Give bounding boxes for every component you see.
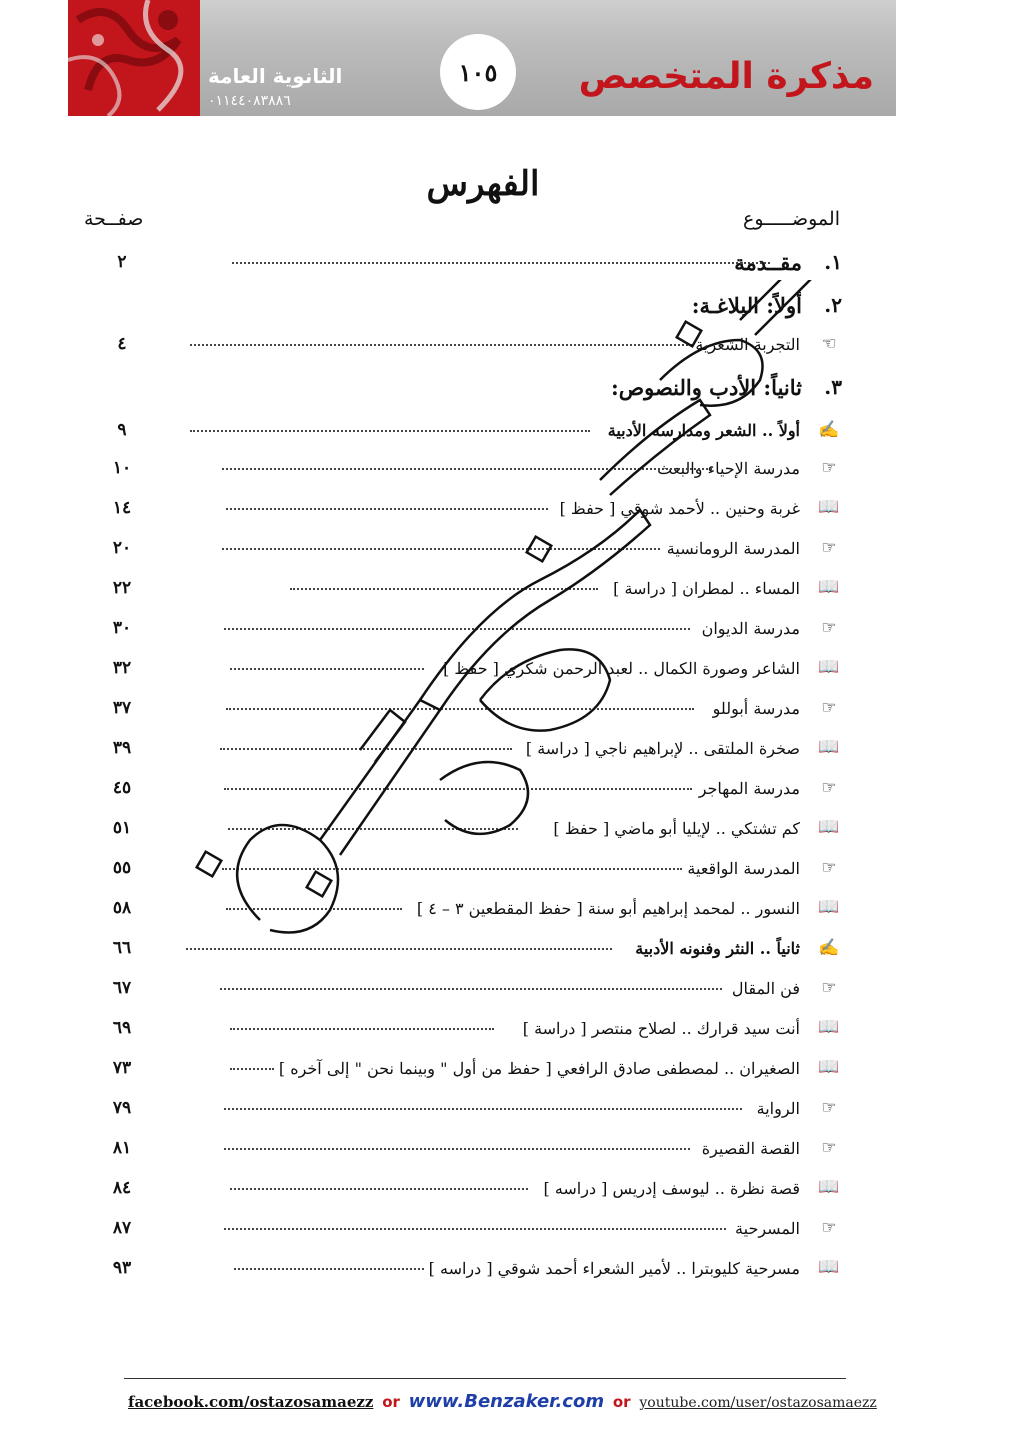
toc-row (100, 896, 842, 926)
toc-heading: ثانياً: الأدب والنصوص: (610, 375, 802, 400)
dot-leader (234, 1266, 424, 1270)
toc-entry-label: الشاعر وصورة الكمال .. لعبد الرحمن شكري [ حفظ ] (443, 659, 800, 678)
toc-page-number: ٨١ (112, 1138, 132, 1158)
footer-or-2: or (612, 1393, 631, 1411)
check-hand-icon: ☞ (821, 1218, 837, 1238)
website-link[interactable]: www.Benzaker.com (408, 1391, 605, 1412)
dot-leader (224, 786, 692, 790)
banner-subtitle: الثانوية العامة (208, 64, 343, 88)
toc-page-number: ٦٧ (112, 978, 132, 998)
open-book-icon: 📖 (818, 497, 840, 517)
logo-block (68, 0, 200, 116)
toc-row (100, 976, 842, 1006)
dot-leader (226, 906, 402, 910)
toc-page-number: ٩٣ (112, 1258, 132, 1278)
toc-entry-label: الصغيران .. لمصطفى صادق الرافعي [ حفظ من أول " وبينما نحن " إلى آخره ] (278, 1059, 800, 1078)
toc-page-number: ٥٨ (112, 898, 132, 918)
toc-page-number: ٧٣ (112, 1058, 132, 1078)
dot-leader (230, 1026, 494, 1030)
toc-entry-label: المسرحية (735, 1219, 800, 1238)
dot-leader (224, 1106, 742, 1110)
toc-entry-label: النسور .. لمحمد إبراهيم أبو سنة [ حفظ المقطعين ٣ – ٤ ] (416, 899, 800, 918)
dot-leader (190, 428, 590, 432)
toc-page-number: ٤٥ (112, 778, 132, 798)
check-hand-icon: ☞ (821, 1098, 837, 1118)
toc-page-number: ٥٥ (112, 858, 132, 878)
dot-leader (220, 986, 722, 990)
toc-row (100, 1256, 842, 1286)
toc-entry-label: المدرسة الرومانسية (666, 539, 800, 558)
toc-row (100, 250, 842, 280)
toc-entry-label: التجربة الشعرية (695, 335, 800, 354)
page-title: الفهرس (426, 164, 540, 204)
toc-page-number: ٣٢ (112, 658, 132, 678)
toc-row (100, 375, 842, 405)
toc-row (100, 456, 842, 486)
toc-entry-label: مدرسة المهاجر (698, 779, 800, 798)
toc-entry-label: قصة نظرة .. ليوسف إدريس [ دراسه ] (543, 1179, 800, 1198)
toc-page-number: ٦٦ (112, 938, 132, 958)
check-hand-icon: ☞ (821, 1138, 837, 1158)
toc-entry-label: المساء .. لمطران [ دراسة ] (613, 579, 800, 598)
toc-row (100, 1136, 842, 1166)
open-book-icon: 📖 (818, 1057, 840, 1077)
footer-or-1: or (382, 1393, 400, 1411)
dot-leader (232, 260, 770, 264)
toc-page-number: ٢٠ (112, 538, 132, 558)
toc-entry-label: القصة القصيرة (701, 1139, 800, 1158)
toc-page-number: ١٤ (112, 498, 132, 518)
column-header-page: صفــحة (84, 208, 144, 230)
toc-page-number: ٤ (117, 334, 127, 354)
toc-page-number: ٨٧ (112, 1218, 132, 1238)
toc-row (100, 736, 842, 766)
toc-page-number: ٦٩ (112, 1018, 132, 1038)
toc-row (100, 776, 842, 806)
dot-leader (222, 466, 712, 470)
toc-page-number: ٣٠ (112, 618, 132, 638)
check-hand-icon: ☞ (821, 778, 837, 798)
writing-hand-icon: ✍ (818, 420, 840, 440)
brand-title: مذكرة المتخصص (578, 56, 874, 97)
footer-divider (124, 1378, 846, 1379)
toc-row (100, 696, 842, 726)
writing-hand-icon: ✍ (818, 938, 840, 958)
dot-leader (222, 546, 660, 550)
toc-row (100, 332, 842, 362)
toc-number: ١. (824, 250, 842, 274)
toc-row (100, 616, 842, 646)
toc-entry-label: غربة وحنين .. لأحمد شوقي [ حفظ ] (559, 499, 800, 518)
check-hand-icon: ☞ (821, 698, 837, 718)
toc-row (100, 418, 842, 448)
check-hand-icon: ☞ (821, 978, 837, 998)
dot-leader (226, 706, 694, 710)
youtube-link[interactable]: youtube.com/user/ostazosamaezz (639, 1395, 877, 1411)
toc-entry-label: ثانياً .. النثر وفنونه الأدبية (635, 939, 800, 958)
check-hand-icon: ☞ (821, 618, 837, 638)
toc-entry-label: مدرسة الديوان (701, 619, 800, 638)
facebook-link[interactable]: facebook.com/ostazosamaezz (128, 1393, 374, 1411)
dot-leader (224, 626, 690, 630)
toc-heading: أولاً: البلاغـة: (691, 293, 802, 318)
toc-entry-label: كم تشتكي .. لإيليا أبو ماضي [ حفظ ] (553, 819, 800, 838)
dot-leader (224, 1146, 690, 1150)
page-number-badge (440, 34, 516, 110)
banner-phone: ٠١١٤٤٠٨٣٨٨٦ (208, 93, 291, 109)
check-hand-icon: ☞ (821, 538, 837, 558)
toc-page-number: ٣٩ (112, 738, 132, 758)
toc-page-number: ٥١ (112, 818, 132, 838)
hand-pointing-icon: ☜ (821, 334, 837, 354)
toc-row (100, 816, 842, 846)
toc-entry-label: أنت سيد قرارك .. لصلاح منتصر [ دراسة ] (522, 1019, 800, 1038)
toc-entry-label: الرواية (756, 1099, 800, 1118)
ornament-logo (68, 0, 200, 116)
toc-row (100, 1096, 842, 1126)
toc-page-number: ٨٤ (112, 1178, 132, 1198)
toc-page-number: ٣٧ (112, 698, 132, 718)
open-book-icon: 📖 (818, 817, 840, 837)
open-book-icon: 📖 (818, 657, 840, 677)
toc-page-number: ٧٩ (112, 1098, 132, 1118)
toc-row (100, 293, 842, 323)
toc-heading: مقــدمة (734, 250, 802, 275)
open-book-icon: 📖 (818, 1177, 840, 1197)
column-header-topic: الموضـــــوع (743, 208, 840, 230)
toc-row (100, 536, 842, 566)
dot-leader (224, 1226, 726, 1230)
dot-leader (228, 826, 518, 830)
header-banner (68, 0, 896, 116)
open-book-icon: 📖 (818, 737, 840, 757)
check-hand-icon: ☞ (821, 458, 837, 478)
dot-leader (226, 506, 548, 510)
check-hand-icon: ☞ (821, 858, 837, 878)
toc-entry-label: أولاً .. الشعر ومدارسه الأدبية (607, 421, 800, 440)
dot-leader (220, 746, 512, 750)
toc-entry-label: مسرحية كليوبترا .. لأمير الشعراء أحمد شوقي [ دراسه ] (428, 1259, 800, 1278)
toc-page-number: ٢ (117, 252, 127, 272)
dot-leader (222, 866, 682, 870)
footer-links (128, 1391, 877, 1412)
toc-number: ٢. (824, 293, 842, 317)
toc-row (100, 856, 842, 886)
toc-row (100, 496, 842, 526)
dot-leader (186, 946, 612, 950)
toc-entry-label: فن المقال (731, 979, 800, 998)
toc-row (100, 1176, 842, 1206)
dot-leader (230, 1066, 274, 1070)
dot-leader (230, 666, 424, 670)
open-book-icon: 📖 (818, 1017, 840, 1037)
dot-leader (230, 1186, 528, 1190)
toc-entry-label: المدرسة الواقعية (687, 859, 800, 878)
toc-page-number: ١٠ (112, 458, 132, 478)
toc-row (100, 656, 842, 686)
toc-number: ٣. (824, 375, 842, 399)
toc-row (100, 1216, 842, 1246)
toc-entry-label: مدرسة الإحياء والبعث (657, 459, 800, 478)
toc-entry-label: صخرة الملتقى .. لإبراهيم ناجي [ دراسة ] (525, 739, 800, 758)
toc-row (100, 936, 842, 966)
toc-row (100, 576, 842, 606)
toc-page-number: ٩ (117, 420, 127, 440)
toc-row (100, 1056, 842, 1086)
toc-row (100, 1016, 842, 1046)
page-number: ١٠٥ (458, 57, 498, 87)
open-book-icon: 📖 (818, 577, 840, 597)
dot-leader (190, 342, 692, 346)
dot-leader (290, 586, 598, 590)
open-book-icon: 📖 (818, 897, 840, 917)
open-book-icon: 📖 (818, 1257, 840, 1277)
toc-entry-label: مدرسة أبوللو (712, 699, 800, 718)
toc-page-number: ٢٢ (112, 578, 132, 598)
